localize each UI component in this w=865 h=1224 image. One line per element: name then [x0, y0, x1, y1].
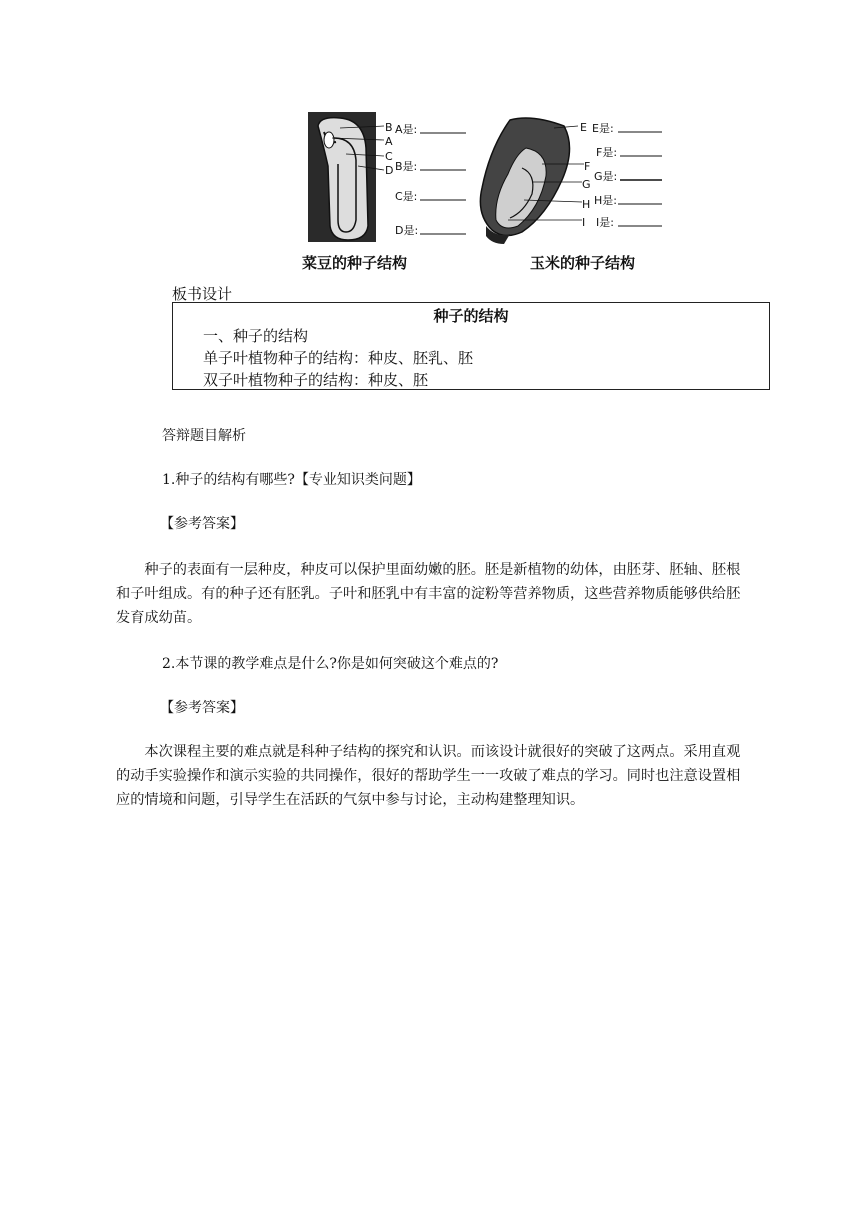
bean-label-a: A — [385, 135, 393, 148]
corn-seed-drawing — [480, 118, 569, 244]
answer-1-label: 【参考答案】 — [160, 516, 244, 532]
bean-blank-d: D是: — [395, 224, 419, 237]
answer-2-text: 本次课程主要的难点就是科种子结构的探究和认识。而该设计就很好的突破了这两点。采用直观的动手实验操作和演示实验的共同操作，很好的帮助学生一一攻破了难点的学习。同时也注意设置相应的情境和问题，引导学生在活跃的气氛中参与讨论，主动构建整理知识。 — [116, 744, 741, 808]
bean-label-b: B — [385, 121, 393, 134]
bean-seed-drawing — [308, 112, 376, 242]
board-heading: 板书设计 — [172, 285, 233, 303]
corn-blank-h: H是: — [594, 194, 617, 207]
corn-label-e: E — [580, 121, 587, 134]
board-line-2: 单子叶植物种子的结构：种皮、胚乳、胚 — [203, 349, 474, 367]
board-box — [172, 302, 770, 390]
bean-blank-c: C是: — [395, 190, 418, 203]
corn-blank-i: I是: — [596, 216, 614, 229]
corn-blank-f: F是: — [596, 146, 618, 159]
corn-label-g: G — [582, 178, 591, 191]
corn-label-h: H — [582, 198, 591, 211]
board-line-3: 双子叶植物种子的结构：种皮、胚 — [203, 371, 429, 389]
question-1: 1.种子的结构有哪些?【专业知识类问题】 — [162, 472, 421, 488]
seed-structure-figure — [296, 108, 676, 278]
bean-caption: 菜豆的种子结构 — [302, 254, 408, 272]
bean-blank-a: A是: — [395, 123, 418, 136]
board-line-1: 一、种子的结构 — [203, 327, 309, 345]
corn-caption: 玉米的种子结构 — [530, 254, 636, 272]
section-heading: 答辩题目解析 — [162, 428, 246, 444]
corn-label-i: I — [582, 216, 586, 229]
seed-diagram — [296, 108, 676, 278]
answer-1-text: 种子的表面有一层种皮，种皮可以保护里面幼嫩的胚。胚是新植物的幼体，由胚芽、胚轴、胚根和子叶组成。有的种子还有胚乳。子叶和胚乳中有丰富的淀粉等营养物质，这些营养物质能够供给胚发育成幼苗。 — [116, 562, 741, 626]
answer-2-label: 【参考答案】 — [160, 700, 244, 716]
corn-blank-g: G是: — [594, 170, 618, 183]
bean-label-c: C — [385, 150, 393, 163]
corn-blank-e: E是: — [592, 122, 614, 135]
board-title: 种子的结构 — [433, 307, 509, 325]
corn-label-f: F — [584, 160, 591, 173]
question-2: 2.本节课的教学难点是什么?你是如何突破这个难点的? — [162, 656, 499, 672]
bean-blank-b: B是: — [395, 160, 418, 173]
bean-label-d: D — [385, 164, 394, 177]
